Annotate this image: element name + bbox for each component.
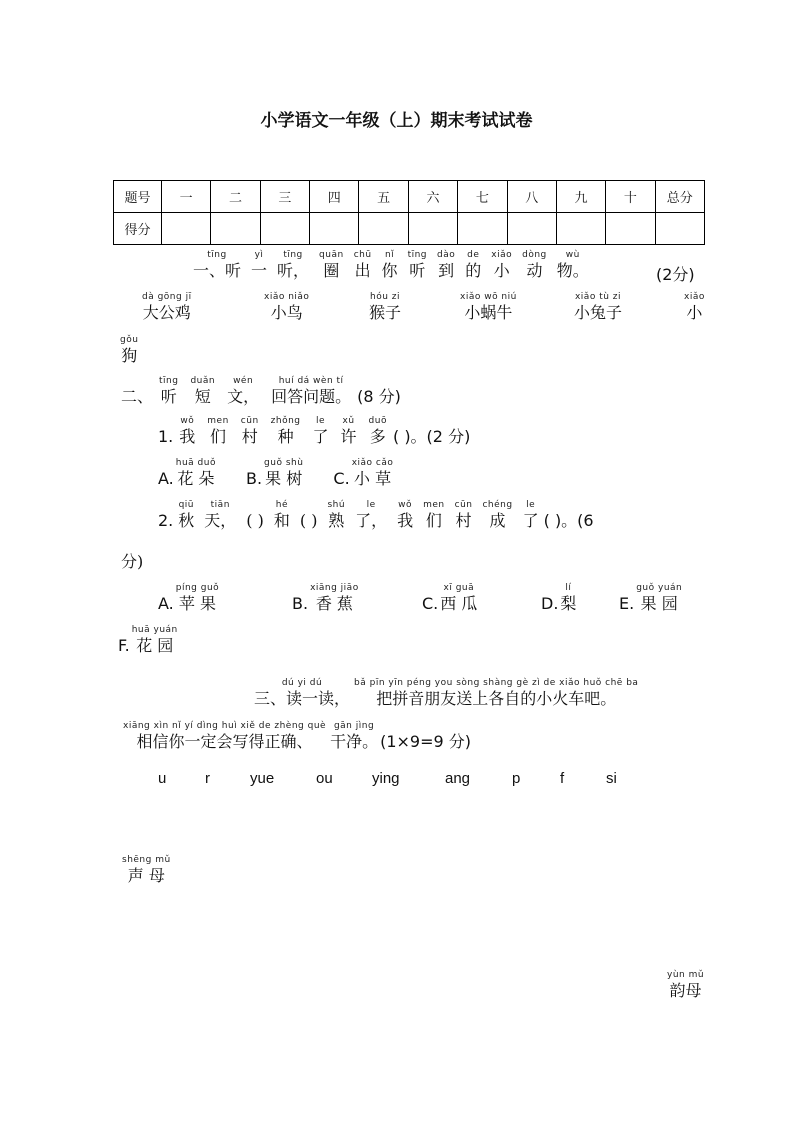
question-2-number: 二、 [121, 387, 154, 406]
sub2-word-hanzi: 天， [204, 511, 237, 530]
pinyin-letter[interactable]: yue [250, 770, 275, 787]
score-input-cell[interactable] [211, 213, 260, 245]
animal-pinyin: hóu zi [370, 292, 400, 302]
animal-pinyin: xiǎo [684, 292, 705, 302]
choice-word-pinyin: guǒ shù [264, 458, 304, 468]
q2-word [190, 376, 215, 407]
choice-option[interactable] [245, 458, 305, 489]
q1-word-pinyin: de [467, 250, 480, 260]
q1-word-hanzi: 一 [251, 261, 268, 280]
sub2-word [178, 500, 194, 531]
sub-question-1-blank: ( )。(2 分) [392, 427, 471, 446]
sub2-word [300, 511, 318, 531]
question-1-points: (2分) [656, 265, 695, 284]
score-header-cell: 九 [556, 181, 605, 213]
initials-label [122, 855, 171, 886]
score-input-cell[interactable] [260, 213, 309, 245]
choice-option[interactable] [158, 458, 218, 489]
sub1-word [179, 416, 195, 447]
q1-word-hanzi: 小 [493, 261, 510, 280]
choice-word-hanzi: 花 朵 [177, 469, 215, 488]
q3-word [254, 678, 350, 709]
choice-word-pinyin: xiǎo cǎo [351, 458, 394, 468]
initials-train-label [120, 855, 173, 886]
q3-word-hanzi: 三、读一读， [254, 689, 351, 708]
score-header-cell: 二 [211, 181, 260, 213]
pinyin-letter[interactable]: ang [445, 770, 471, 787]
q1-word [522, 250, 547, 281]
choice-word-pinyin: píng guǒ [175, 583, 220, 593]
q2-word [227, 376, 259, 407]
sub1-word-pinyin: zhǒng [270, 416, 301, 426]
choice-word [352, 458, 394, 489]
q2-word-pinyin: tīng [159, 376, 179, 386]
q1-word [465, 250, 481, 281]
q1-word-pinyin: nǐ [384, 250, 395, 260]
q2-word-hanzi: 回答问题。 [271, 387, 352, 406]
sub1-word [369, 416, 387, 447]
sub1-word-pinyin: wǒ [180, 416, 195, 426]
finals-train-label [665, 970, 706, 1001]
score-header-cell: 四 [310, 181, 359, 213]
score-input-cell[interactable] [655, 213, 704, 245]
choice-label: F. [118, 636, 130, 655]
choice-label: A. [158, 469, 174, 488]
choice-word-pinyin: lí [565, 583, 572, 593]
choice-word-pinyin: huā yuán [131, 625, 178, 635]
sub1-word-hanzi: 我 [179, 427, 196, 446]
sub2-word-pinyin: shú [327, 500, 346, 510]
score-input-cell[interactable] [606, 213, 655, 245]
choice-word-pinyin: xī guā [443, 583, 475, 593]
score-input-cell[interactable] [507, 213, 556, 245]
score-header-cell: 题号 [114, 181, 162, 213]
choice-word-hanzi: 果 园 [640, 594, 678, 613]
choice-label: A. [158, 594, 174, 613]
q3-word-hanzi: 把拼音朋友送上各自的小火车吧。 [376, 689, 617, 708]
choice-word-hanzi: 小 草 [353, 469, 392, 488]
score-header-cell: 三 [260, 181, 309, 213]
sub2-word-hanzi: 们 [425, 511, 442, 530]
score-input-cell[interactable] [359, 213, 408, 245]
q2-word-pinyin: wén [233, 376, 254, 386]
q1-word-pinyin: tīng [207, 250, 227, 260]
sub2-word-pinyin: tiān [210, 500, 230, 510]
q1-word [251, 250, 267, 281]
q1-word [437, 250, 455, 281]
q1-word-hanzi: 动 [526, 261, 543, 280]
animal-option [458, 292, 519, 323]
choice-word-pinyin: xiāng jiāo [310, 583, 359, 593]
score-input-cell[interactable] [162, 213, 211, 245]
pinyin-letter[interactable]: ying [372, 770, 400, 787]
sub1-word-hanzi: 多 [369, 427, 386, 446]
question-3-instruction [121, 721, 471, 752]
sub2-word-pinyin: wǒ [398, 500, 413, 510]
pinyin-letter[interactable]: p [512, 770, 521, 787]
sub2-word-pinyin: le [366, 500, 376, 510]
animal-pinyin: xiǎo wō niú [460, 292, 517, 302]
score-input-cell[interactable] [408, 213, 457, 245]
sub2-word-pinyin: le [526, 500, 536, 510]
score-header-cell: 七 [458, 181, 507, 213]
sub1-word [313, 416, 329, 447]
score-header-cell: 一 [162, 181, 211, 213]
sub2-word-hanzi: 了， [355, 511, 388, 530]
sub2-word [482, 500, 512, 531]
q2-word [159, 376, 178, 407]
animal-hanzi: 大公鸡 [142, 303, 191, 322]
question-2-sub-1 [158, 416, 470, 447]
sub2-word-hanzi: 了 [522, 511, 539, 530]
sub1-word-pinyin: men [207, 416, 229, 426]
choice-word [264, 458, 303, 489]
choice-label: C. [422, 594, 439, 613]
animal-option [682, 292, 707, 323]
animal-pinyin: xiǎo niǎo [264, 292, 310, 302]
q1-word-hanzi: 物。 [556, 261, 589, 280]
pinyin-letter[interactable]: u [158, 770, 167, 787]
choice-option[interactable] [158, 583, 221, 614]
animal [264, 292, 309, 323]
score-header-cell: 六 [408, 181, 457, 213]
finals-label-pinyin: yùn mǔ [667, 970, 705, 980]
sub1-word-pinyin: cūn [240, 416, 259, 426]
choice-label: C. [333, 469, 350, 488]
animal [142, 292, 192, 323]
animal-hanzi: 小兔子 [574, 303, 623, 322]
sub1-word-pinyin: duō [368, 416, 387, 426]
choice-word [176, 458, 216, 489]
sub2-word-hanzi: ( ) [299, 511, 318, 530]
sub1-word [271, 416, 301, 447]
sub2-word [423, 500, 445, 531]
pinyin-letter[interactable]: ou [316, 770, 333, 787]
choice-option[interactable] [422, 583, 479, 614]
score-input-cell[interactable] [556, 213, 605, 245]
q2-word [271, 376, 351, 407]
finals-label-hanzi: 韵母 [669, 981, 702, 1000]
q2-word-pinyin: huí dá wèn tí [278, 376, 344, 386]
score-row-label: 得分 [114, 213, 162, 245]
score-header-cell: 总分 [655, 181, 704, 213]
sub2-word-pinyin: chéng [482, 500, 513, 510]
choice-word-hanzi: 果 树 [265, 469, 303, 488]
q1-word-pinyin: dòng [522, 250, 547, 260]
q3-word [354, 678, 638, 709]
question-3-points: (1×9=9 分) [380, 732, 472, 751]
score-table-header-row [114, 181, 705, 213]
sub1-word-pinyin: le [316, 416, 326, 426]
choice-option[interactable] [541, 583, 578, 614]
q3-word-pinyin: xiāng xìn nǐ yí dìng huì xiě de zhèng què [123, 721, 327, 731]
animal [369, 292, 401, 323]
choice-word [636, 583, 682, 614]
q1-word [491, 250, 512, 281]
animal-option [572, 292, 624, 323]
animal [120, 335, 138, 366]
choice-option[interactable] [333, 458, 395, 489]
sub2-word-hanzi: 村 [455, 511, 472, 530]
q1-word-pinyin: chū [353, 250, 372, 260]
score-header-cell: 十 [606, 181, 655, 213]
score-header-cell: 五 [359, 181, 408, 213]
sub2-word [455, 500, 473, 531]
sub1-word [207, 416, 229, 447]
choice-word-hanzi: 西 瓜 [440, 594, 478, 613]
question-2-points: (8 分) [357, 387, 401, 406]
sub2-word-pinyin: hé [275, 500, 288, 510]
q2-word-hanzi: 听 [160, 387, 177, 406]
animal-hanzi: 狗 [121, 346, 138, 365]
pinyin-letter[interactable]: r [205, 770, 210, 787]
score-input-cell[interactable] [310, 213, 359, 245]
q1-word [382, 250, 398, 281]
q1-word [319, 250, 344, 281]
animal-option [118, 335, 140, 366]
sub-question-number: 1. [158, 427, 174, 446]
sub2-word-hanzi: 我 [397, 511, 414, 530]
question-2-sub-2-points-wrap: 分) [121, 552, 144, 571]
q3-word-hanzi: 相信你一定会写得正确、 [136, 732, 313, 751]
animal-option [367, 292, 403, 323]
animal-pinyin: dà gōng jī [142, 292, 192, 302]
choice-word [132, 625, 178, 656]
question-3-heading [252, 678, 640, 709]
sub1-word-hanzi: 村 [241, 427, 258, 446]
q1-word-hanzi: 听， [277, 261, 310, 280]
choice-word [440, 583, 477, 614]
q1-word-pinyin: xiǎo [491, 250, 513, 260]
choice-label: D. [541, 594, 559, 613]
sub2-word [204, 500, 236, 531]
sub1-word [241, 416, 259, 447]
q1-word-pinyin: tīng [407, 250, 428, 260]
question-2-sub-1-options [158, 458, 423, 489]
q1-word [277, 250, 309, 281]
sub2-word [274, 500, 290, 531]
q1-word-pinyin: yì [254, 250, 264, 260]
sub2-word [397, 500, 413, 531]
q3-word [123, 721, 326, 752]
q3-word-pinyin: gān jìng [333, 721, 375, 731]
sub2-word-hanzi: ( ) [246, 511, 264, 530]
sub2-word-hanzi: 成 [489, 511, 506, 530]
sub1-word-hanzi: 们 [210, 427, 227, 446]
animal-option [262, 292, 311, 323]
q3-word [330, 721, 378, 752]
q3-word-pinyin: dú yi dú [281, 678, 323, 688]
q1-word [557, 250, 589, 281]
q1-word [354, 250, 372, 281]
q1-word-hanzi: 的 [465, 261, 482, 280]
pinyin-letter[interactable]: si [606, 770, 617, 787]
choice-word-hanzi: 香 蕉 [315, 594, 353, 613]
animal [574, 292, 622, 323]
finals-label [667, 970, 704, 1001]
choice-label: E. [619, 594, 635, 613]
choice-word [310, 583, 359, 614]
animal [460, 292, 517, 323]
q2-word-hanzi: 文， [227, 387, 260, 406]
q2-word-hanzi: 短 [194, 387, 211, 406]
sub2-word [327, 500, 345, 531]
sub2-word-hanzi: 熟 [328, 511, 345, 530]
choice-option[interactable] [118, 625, 180, 656]
sub1-word [341, 416, 357, 447]
sub1-word-hanzi: 了 [312, 427, 329, 446]
animal-hanzi: 小鸟 [270, 303, 303, 322]
sub2-word-pinyin: men [423, 500, 445, 510]
animal [684, 292, 705, 323]
sub2-word-hanzi: 和 [273, 511, 290, 530]
animal-hanzi: 小蜗牛 [464, 303, 513, 322]
sub-question-2-blank: ( )。(6 [543, 511, 594, 530]
q1-word-pinyin: quān [319, 250, 344, 260]
choice-option[interactable] [292, 583, 361, 614]
question-2-heading [121, 376, 401, 407]
choice-label: B. [292, 594, 309, 613]
sub2-word [246, 511, 264, 531]
score-header-cell: 八 [507, 181, 556, 213]
choice-option[interactable] [619, 583, 684, 614]
animal-pinyin: gǒu [120, 335, 139, 345]
question-1-heading [188, 250, 594, 281]
initials-label-pinyin: shēng mǔ [122, 855, 171, 865]
question-2-sub-2 [158, 500, 594, 531]
animal-hanzi: 小 [686, 303, 703, 322]
q1-word-pinyin: dào [437, 250, 456, 260]
q2-word-pinyin: duǎn [190, 376, 216, 386]
q1-word-hanzi: 出 [354, 261, 371, 280]
choice-word [560, 583, 576, 614]
q1-word-hanzi: 一、听 [193, 261, 242, 280]
choice-label: B. [245, 469, 263, 488]
sub1-word-hanzi: 种 [277, 427, 294, 446]
score-table-score-row [114, 213, 705, 245]
q1-word-hanzi: 到 [438, 261, 455, 280]
sub2-word-hanzi: 秋 [178, 511, 195, 530]
choice-word-hanzi: 梨 [560, 594, 577, 613]
sub2-word-pinyin: qiū [178, 500, 194, 510]
q1-word-hanzi: 你 [381, 261, 398, 280]
score-input-cell[interactable] [458, 213, 507, 245]
q1-word-hanzi: 听 [409, 261, 426, 280]
sub1-word-hanzi: 许 [340, 427, 357, 446]
initials-label-hanzi: 声 母 [127, 866, 165, 885]
sub1-word-pinyin: xǔ [342, 416, 355, 426]
choice-word-hanzi: 苹 果 [178, 594, 216, 613]
sub-question-number: 2. [158, 511, 174, 530]
sub2-word-pinyin: cūn [454, 500, 473, 510]
q1-word-pinyin: tīng [283, 250, 303, 260]
pinyin-letter[interactable]: f [560, 770, 565, 787]
q1-word [408, 250, 427, 281]
sub2-word [523, 500, 539, 531]
q3-word-pinyin: bǎ pīn yīn péng you sòng shàng gè zì de xiǎo huǒ chē ba [354, 678, 639, 688]
choice-word [176, 583, 219, 614]
choice-word-pinyin: guǒ yuán [636, 583, 683, 593]
q1-word-hanzi: 圈 [323, 261, 340, 280]
animal-pinyin: xiǎo tù zi [574, 292, 622, 302]
animal-option [140, 292, 194, 323]
animal-hanzi: 猴子 [369, 303, 402, 322]
choice-word-hanzi: 花 园 [136, 636, 174, 655]
q3-word-hanzi: 干净。 [330, 732, 379, 751]
q1-word-pinyin: wù [565, 250, 580, 260]
score-table [113, 180, 705, 245]
choice-word-pinyin: huā duǒ [175, 458, 216, 468]
q1-word [193, 250, 241, 281]
page-title: 小学语文一年级（上）期末考试试卷 [260, 111, 533, 131]
sub2-word [355, 500, 387, 531]
